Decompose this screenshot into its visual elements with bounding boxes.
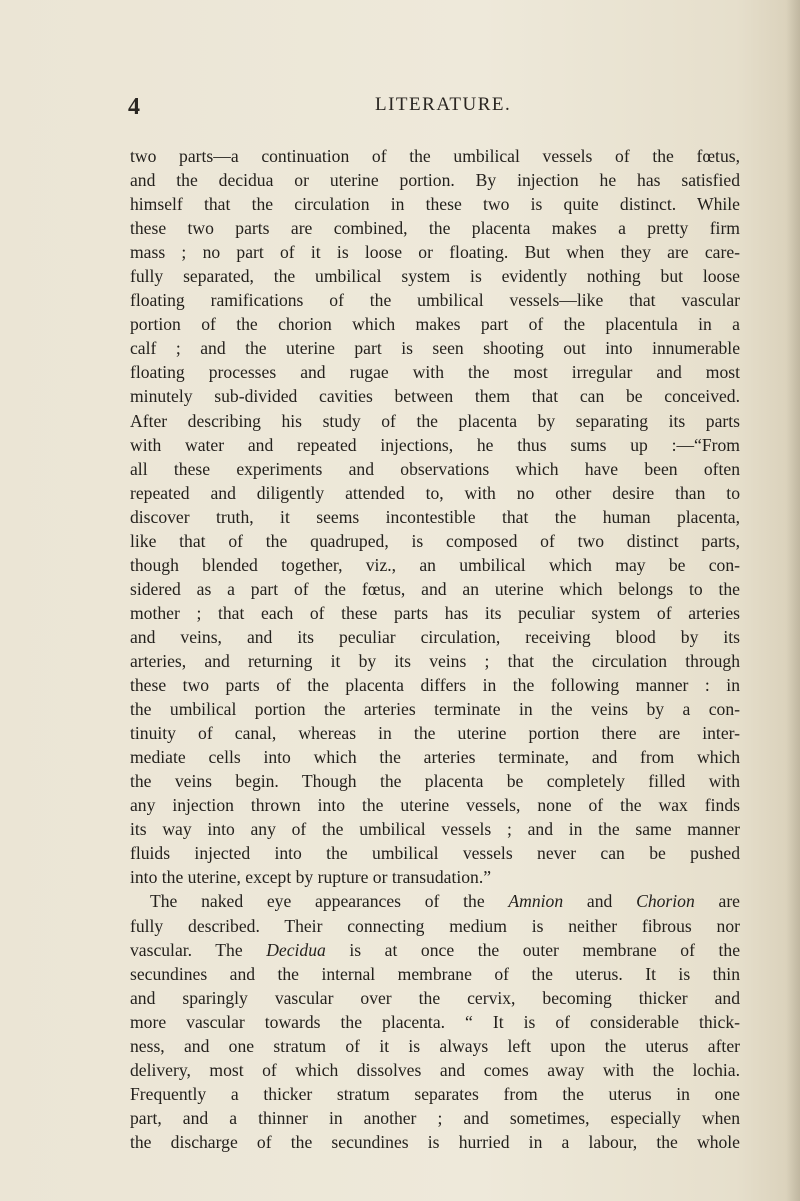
text-line: with water and repeated injections, he thus sums up :—“From xyxy=(130,434,740,455)
text-line: floating ramifications of the umbilical vessels—like that vascular xyxy=(130,290,740,311)
text-line xyxy=(130,938,740,962)
text-line: any injection thrown into the uterine vessels, none of the wax finds xyxy=(130,795,740,816)
text-line: calf ; and the uterine part is seen shooting out into innumerable xyxy=(130,338,740,359)
italic-term-chorion: Chorion xyxy=(636,891,695,912)
page-edge-shadow xyxy=(786,0,800,1201)
running-head: LITERATURE. xyxy=(375,94,512,115)
text-line: secundines and the internal membrane of the uterus. It is thin xyxy=(130,963,740,984)
text-run: are xyxy=(694,891,740,912)
italic-term-amnion: Amnion xyxy=(508,891,564,912)
text-line: After describing his study of the placenta by separating its parts xyxy=(130,410,740,431)
text-run: and xyxy=(563,891,637,912)
text-line: sidered as a part of the fœtus, and an uterine which belongs to the xyxy=(130,578,740,599)
text-line: fully separated, the umbilical system is evidently nothing but loose xyxy=(130,266,740,287)
text-line: repeated and diligently attended to, with no other desire than to xyxy=(130,482,740,503)
text-line: these two parts are combined, the placenta makes a pretty firm xyxy=(130,218,740,239)
text-run: The naked eye appearances of the xyxy=(150,891,509,912)
text-line: though blended together, viz., an umbilical which may be con- xyxy=(130,554,740,575)
text-line: fully described. Their connecting medium is neither fibrous nor xyxy=(130,915,740,936)
text-line: mass ; no part of it is loose or floating. But when they are care- xyxy=(130,242,740,263)
text-line: into the uterine, except by rupture or transudation.” xyxy=(130,867,492,888)
text-line: arteries, and returning it by its veins ; that the circulation through xyxy=(130,650,740,671)
body-text xyxy=(130,144,740,1154)
text-line: floating processes and rugae with the most irregular and most xyxy=(130,362,740,383)
text-line: part, and a thinner in another ; and sometimes, especially when xyxy=(130,1107,740,1128)
text-line: more vascular towards the placenta. “ It is of considerable thick- xyxy=(130,1011,740,1032)
page-number: 4 xyxy=(128,94,140,120)
text-line: its way into any of the umbilical vessels ; and in the same manner xyxy=(130,819,740,840)
text-line: the veins begin. Though the placenta be completely filled with xyxy=(130,771,740,792)
text-line: ness, and one stratum of it is always left upon the uterus after xyxy=(130,1035,740,1056)
text-line: discover truth, it seems incontestible that the human placenta, xyxy=(130,506,740,527)
text-line: like that of the quadruped, is composed of two distinct parts, xyxy=(130,530,740,551)
text-line: tinuity of canal, whereas in the uterine portion there are inter- xyxy=(130,723,740,744)
text-line: portion of the chorion which makes part of the placentula in a xyxy=(130,314,740,335)
text-line: and the decidua or uterine portion. By injection he has satisfied xyxy=(130,170,740,191)
paragraph-start-line xyxy=(130,889,740,913)
text-run: vascular. The xyxy=(130,939,267,960)
text-line: and veins, and its peculiar circulation, receiving blood by its xyxy=(130,626,740,647)
italic-term-decidua: Decidua xyxy=(266,939,326,960)
text-line: mother ; that each of these parts has its peculiar system of arteries xyxy=(130,602,740,623)
text-run: is at once the outer membrane of the xyxy=(325,939,740,960)
text-line: the umbilical portion the arteries terminate in the veins by a con- xyxy=(130,699,740,720)
text-line: delivery, most of which dissolves and comes away with the lochia. xyxy=(130,1059,740,1080)
text-line: the discharge of the secundines is hurried in a labour, the whole xyxy=(130,1131,740,1152)
text-line: himself that the circulation in these two is quite distinct. While xyxy=(130,194,740,215)
text-line: mediate cells into which the arteries terminate, and from which xyxy=(130,747,740,768)
text-line: minutely sub-divided cavities between them that can be conceived. xyxy=(130,386,740,407)
text-line: Frequently a thicker stratum separates from the uterus in one xyxy=(130,1083,740,1104)
text-line: these two parts of the placenta differs in the following manner : in xyxy=(130,675,740,696)
text-line: all these experiments and observations which have been often xyxy=(130,458,740,479)
text-line: two parts—a continuation of the umbilical vessels of the fœtus, xyxy=(130,146,740,166)
text-line: fluids injected into the umbilical vessels never can be pushed xyxy=(130,843,740,864)
text-line: and sparingly vascular over the cervix, becoming thicker and xyxy=(130,987,740,1008)
page-header xyxy=(0,94,800,124)
